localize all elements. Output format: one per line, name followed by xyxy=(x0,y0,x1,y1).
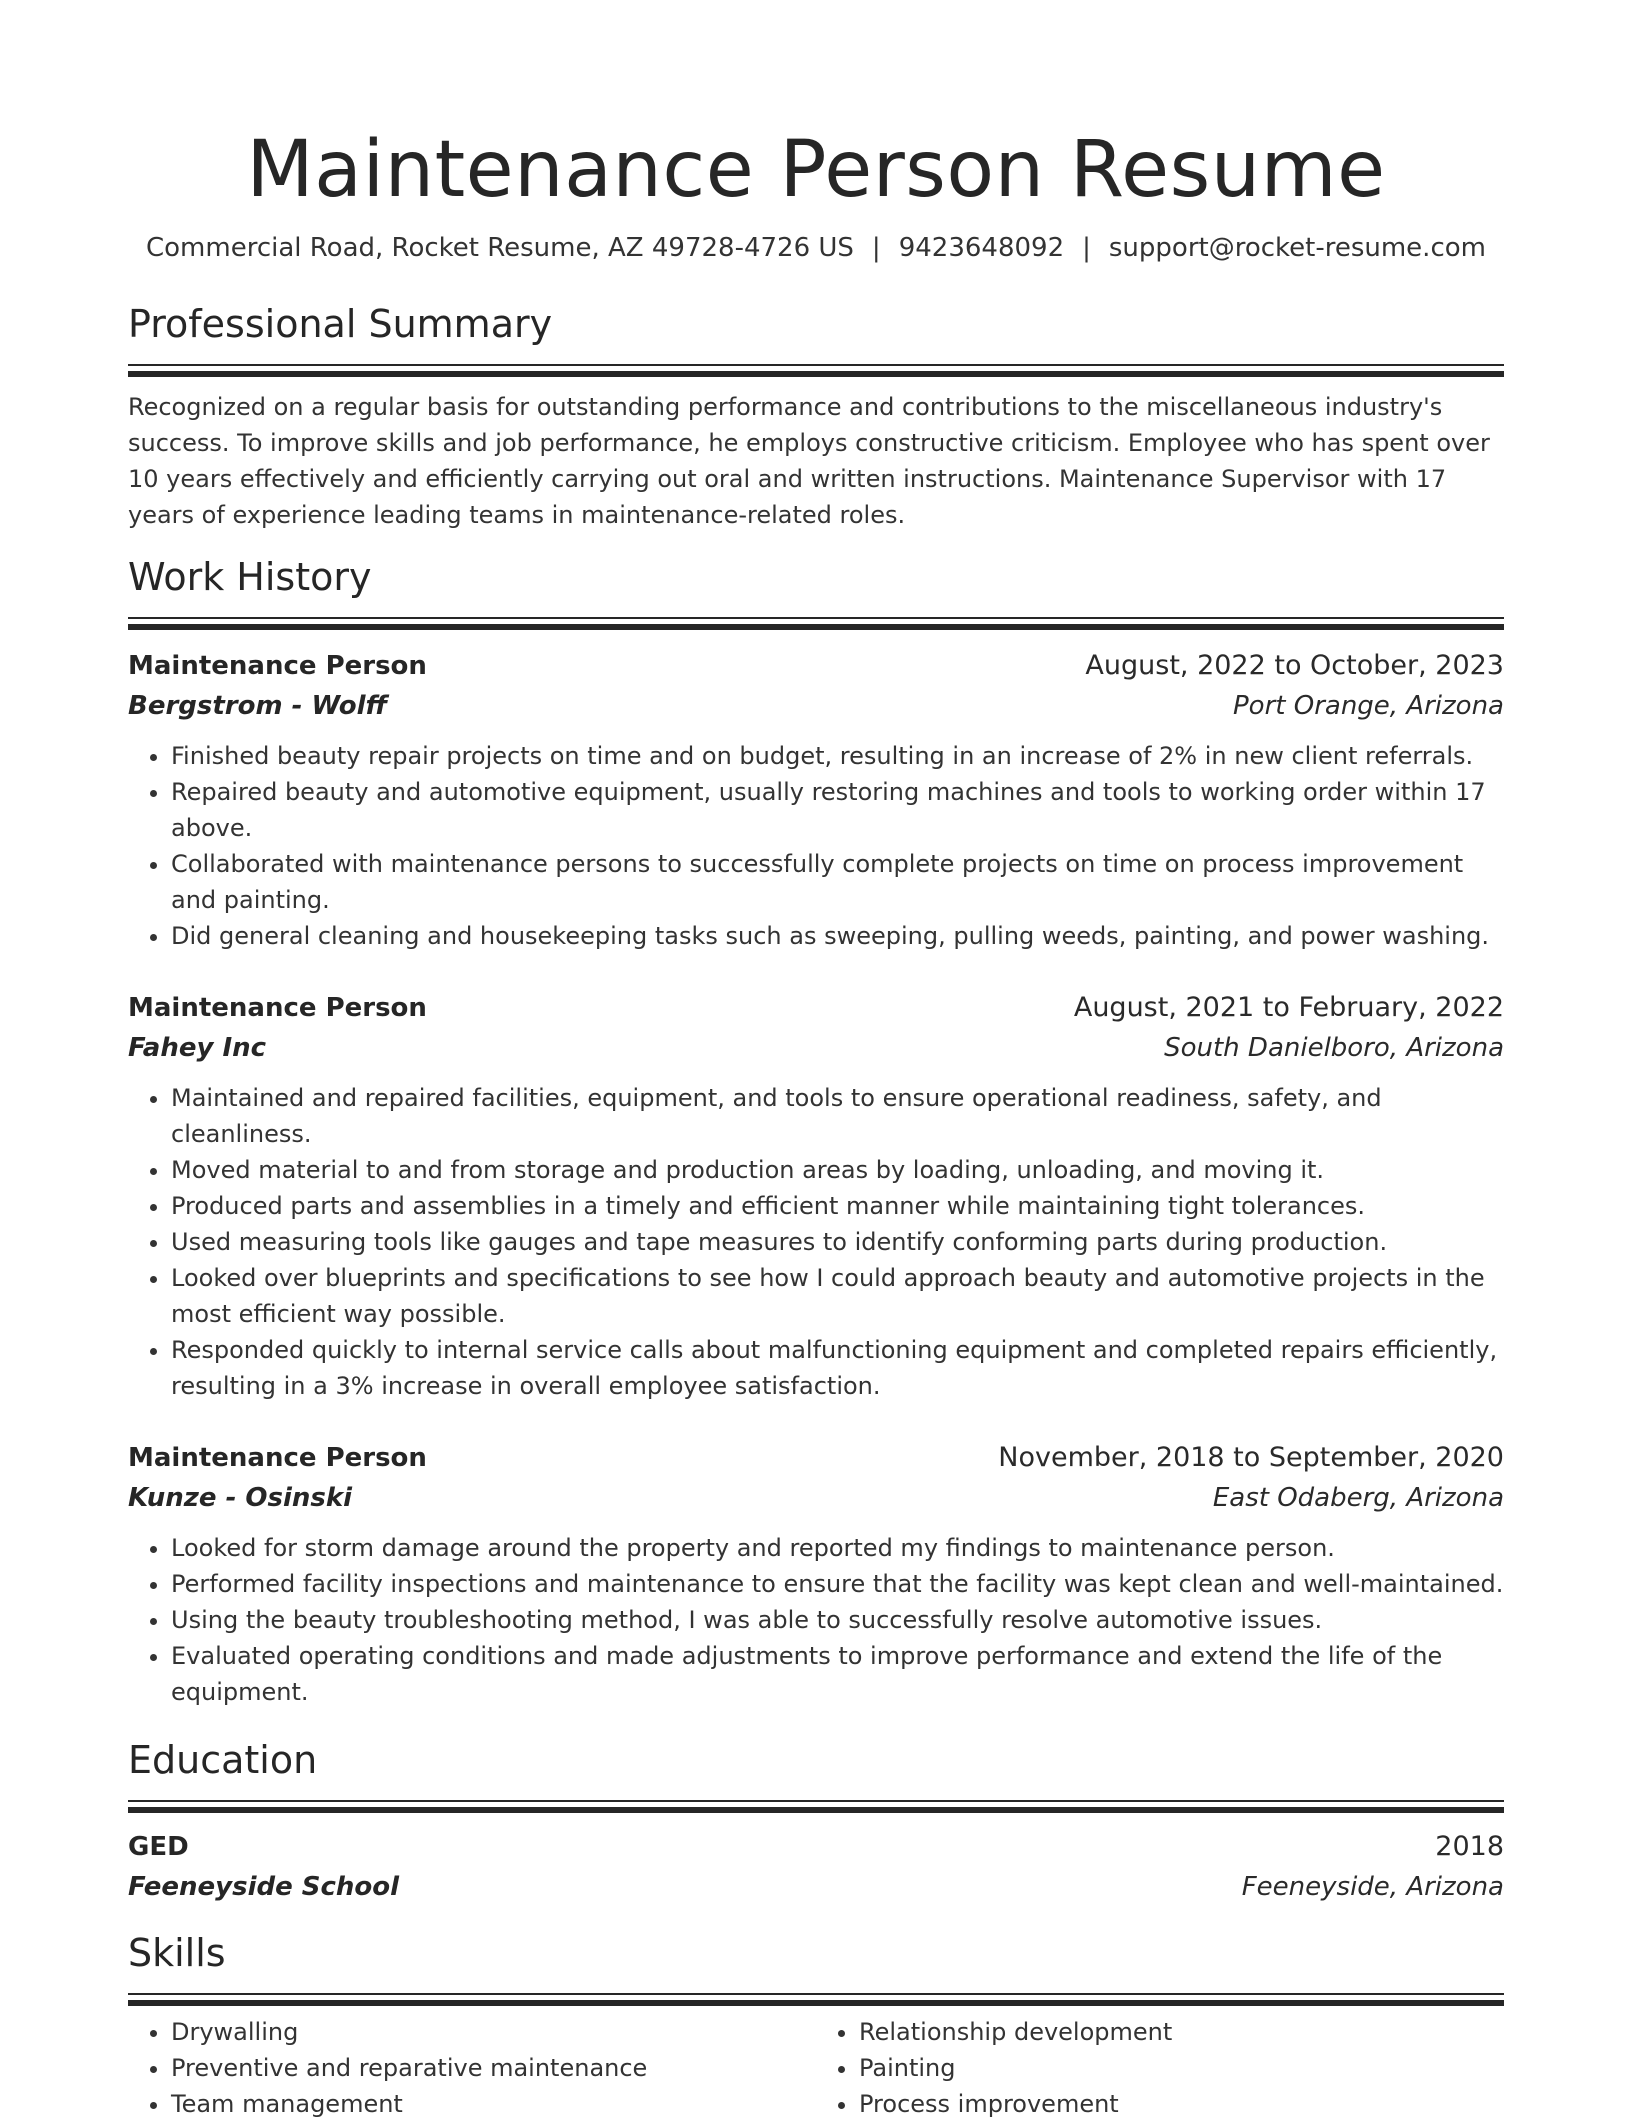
job-bullets xyxy=(128,1530,1504,1710)
contact-email: support@rocket-resume.com xyxy=(1108,233,1486,263)
job-location: South Danielboro, Arizona xyxy=(1164,1033,1504,1063)
section-divider xyxy=(128,1993,1504,2006)
job-location: Port Orange, Arizona xyxy=(1233,691,1504,721)
job-company: Fahey Inc xyxy=(128,1033,267,1063)
job-bullet: • Repaired beauty and automotive equipment, usually restoring machines and tools to working order within 17 above. xyxy=(171,774,1504,846)
skill-item: • Team management xyxy=(171,2086,816,2122)
education-location: Feeneyside, Arizona xyxy=(1241,1872,1504,1902)
section-divider xyxy=(128,364,1504,377)
job-bullet: • Used measuring tools like gauges and tape measures to identify conforming parts during production. xyxy=(171,1224,1504,1260)
contact-separator: | xyxy=(871,233,881,263)
job-bullet: • Produced parts and assemblies in a timely and efficient manner while maintaining tight tolerances. xyxy=(171,1188,1504,1224)
skills-section xyxy=(128,1929,1504,2122)
job-bullet: • Did general cleaning and housekeeping tasks such as sweeping, pulling weeds, painting, and power washing. xyxy=(171,918,1504,954)
education-entry xyxy=(128,1827,1504,1907)
job-location: East Odaberg, Arizona xyxy=(1212,1483,1504,1513)
job-dates: August, 2021 to February, 2022 xyxy=(1073,992,1504,1023)
skill-item: • Painting xyxy=(859,2050,1504,2086)
contact-address: Commercial Road, Rocket Resume, AZ 49728-4726 US xyxy=(146,233,854,263)
section-heading-education: Education xyxy=(128,1738,318,1782)
section-divider xyxy=(128,617,1504,630)
job-bullet: • Moved material to and from storage and production areas by loading, unloading, and moving it. xyxy=(171,1152,1504,1188)
education-section xyxy=(128,1736,1504,1907)
section-heading-summary: Professional Summary xyxy=(128,302,553,346)
job-dates: November, 2018 to September, 2020 xyxy=(998,1442,1504,1473)
contact-phone: 9423648092 xyxy=(898,233,1065,263)
skills-columns xyxy=(128,2014,1504,2122)
summary-text: Recognized on a regular basis for outstanding performance and contributions to the miscellaneous industry's success. To improve skills and job performance, he employs constructive criticism. Employee who has spent over 10 years effectively and efficiently carrying out oral and written instructions. Maintenance Supervisor with 17 years of experience leading teams in maintenance-related roles. xyxy=(128,393,1490,529)
education-degree: GED xyxy=(128,1832,189,1862)
resume-title: Maintenance Person Resume xyxy=(246,125,1386,215)
job-title: Maintenance Person xyxy=(128,651,427,681)
skills-list-left xyxy=(128,2014,816,2122)
job-bullet: • Collaborated with maintenance persons to successfully complete projects on time on process improvement and painting. xyxy=(171,846,1504,918)
job-bullets xyxy=(128,738,1504,954)
job-company: Bergstrom - Wolff xyxy=(128,691,388,721)
skill-item: • Relationship development xyxy=(859,2014,1504,2050)
section-heading-work: Work History xyxy=(128,555,372,599)
job-bullet: • Looked for storm damage around the property and reported my findings to maintenance person. xyxy=(171,1530,1504,1566)
job-bullet: • Performed facility inspections and maintenance to ensure that the facility was kept clean and well-maintained. xyxy=(171,1566,1504,1602)
work-history-section xyxy=(128,553,1504,1710)
job-bullet: • Using the beauty troubleshooting method, I was able to successfully resolve automotive issues. xyxy=(171,1602,1504,1638)
section-heading-skills: Skills xyxy=(128,1931,226,1975)
summary-section xyxy=(128,300,1504,533)
job-bullet: • Responded quickly to internal service calls about malfunctioning equipment and completed repairs efficiently, resulting in a 3% increase in overall employee satisfaction. xyxy=(171,1332,1504,1404)
skills-list-right xyxy=(816,2014,1504,2122)
job-entry xyxy=(128,1438,1504,1710)
resume-page xyxy=(128,0,1504,2122)
job-title: Maintenance Person xyxy=(128,1443,427,1473)
section-divider xyxy=(128,1800,1504,1813)
contact-separator: | xyxy=(1082,233,1091,263)
contact-line xyxy=(128,230,1504,266)
skill-item: • Process improvement xyxy=(859,2086,1504,2122)
job-dates: August, 2022 to October, 2023 xyxy=(1085,650,1504,681)
job-bullet: • Maintained and repaired facilities, equipment, and tools to ensure operational readiness, safety, and cleanliness. xyxy=(171,1080,1504,1152)
skill-item: • Drywalling xyxy=(171,2014,816,2050)
education-school: Feeneyside School xyxy=(128,1872,400,1902)
job-entry xyxy=(128,988,1504,1404)
job-bullet: • Evaluated operating conditions and made adjustments to improve performance and extend the life of the equipment. xyxy=(171,1638,1504,1710)
job-company: Kunze - Osinski xyxy=(128,1483,353,1513)
skill-item: • Preventive and reparative maintenance xyxy=(171,2050,816,2086)
job-title: Maintenance Person xyxy=(128,993,427,1023)
job-entry xyxy=(128,646,1504,954)
job-bullets xyxy=(128,1080,1504,1404)
education-year: 2018 xyxy=(1435,1831,1504,1862)
job-bullet: • Finished beauty repair projects on time and on budget, resulting in an increase of 2% in new client referrals. xyxy=(171,738,1504,774)
job-bullet: • Looked over blueprints and specifications to see how I could approach beauty and automotive projects in the most efficient way possible. xyxy=(171,1260,1504,1332)
